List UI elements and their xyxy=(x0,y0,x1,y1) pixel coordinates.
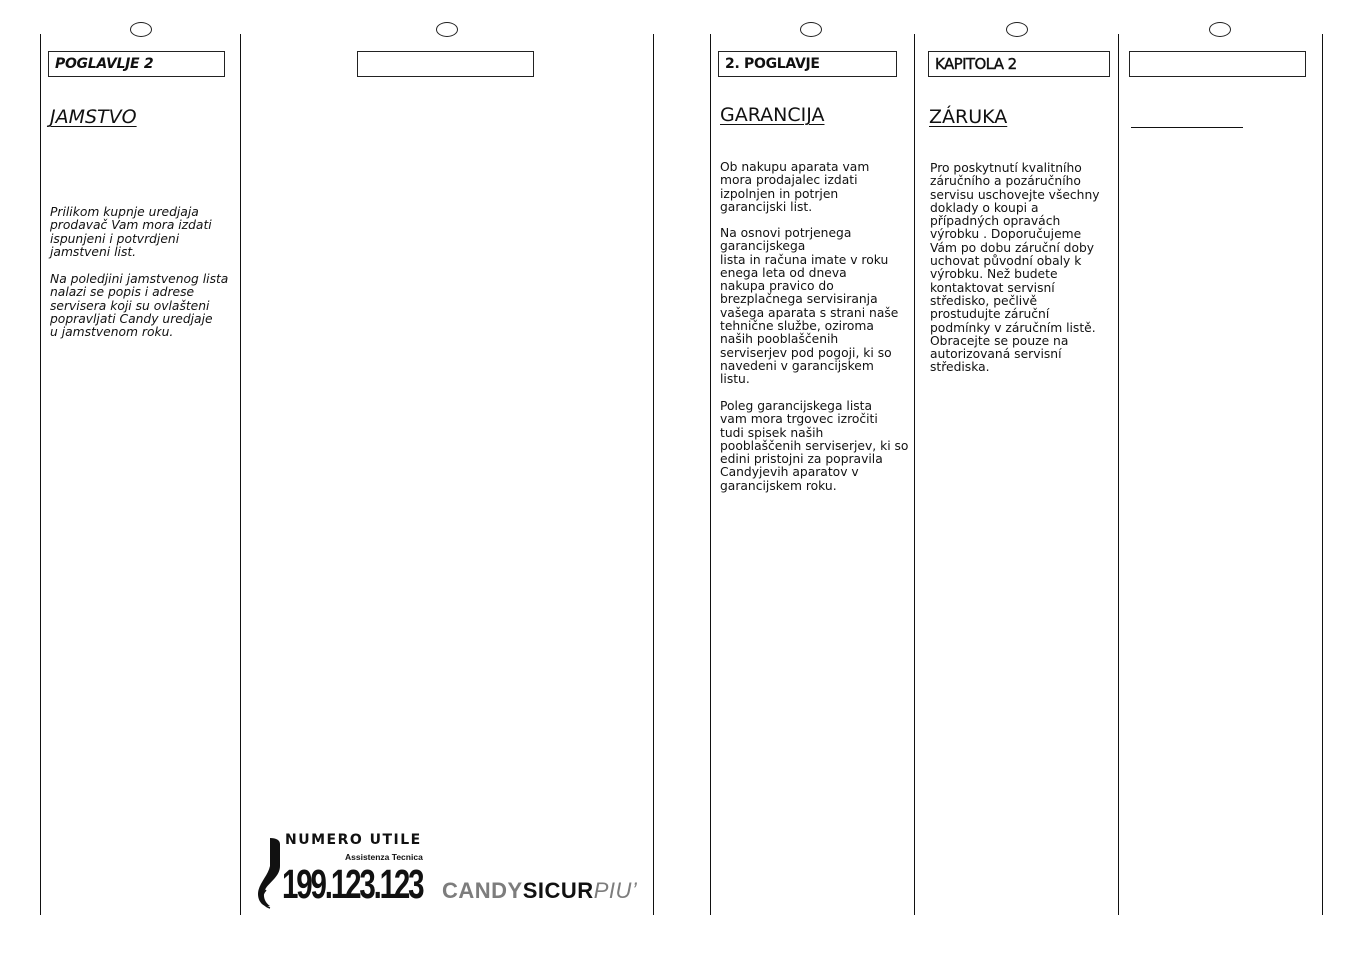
warranty-paragraph-hr-2: Na poledjini jamstvenog lista nalazi se popis i adrese servisera koji su ovlašteni popravljati Candy uredjaje u jamstvenom roku. xyxy=(50,272,229,340)
language-flag-oval xyxy=(436,22,458,37)
brand-piu: PIU’ xyxy=(593,878,638,903)
section-title-sl: GARANCIJA xyxy=(720,104,825,126)
section-title-cz: ZÁRUKA xyxy=(929,106,1008,128)
section-title-hr: JAMSTVO xyxy=(50,106,137,128)
warranty-paragraph-sl-2: Na osnovi potrjenega garancijskega lista in računa imate v roku enega leta od dneva nakupa pravico do brezplačnega servisiranja vašega aparata s strani naše tehnične službe, oziroma naših pooblaščenih serviserjev pod pogoji, ki so navedeni v garancijskem listu. xyxy=(720,226,899,387)
brand-candy: CANDY xyxy=(442,878,523,903)
candy-service-logo xyxy=(252,828,657,914)
column-divider xyxy=(653,34,654,915)
warranty-paragraph-hr-1: Prilikom kupnje uredjaja prodavač Vam mora izdati ispunjeni i potvrdjeni jamstveni list. xyxy=(50,205,212,259)
language-flag-oval xyxy=(800,22,822,37)
column-divider xyxy=(1322,34,1323,915)
warranty-paragraph-sl-3: Poleg garancijskega lista vam mora trgovec izročiti tudi spisek naših pooblaščenih serviserjev, ki so edini pristojni za popravila Candyjevih aparatov v garancijskem roku. xyxy=(720,399,909,493)
language-flag-oval xyxy=(1006,22,1028,37)
column-divider xyxy=(1118,34,1119,915)
warranty-paragraph-cz-1: Pro poskytnutí kvalitního záručního a pozáručního servisu uschovejte všechny doklady o koupi a případných opravách výrobku . Doporučujeme Vám po dobu záruční doby uchovat původní obaly k výrobku. Než budete kontaktovat servisní středisko, pečlivě prostudujte záruční podmínky v záručním listě. Obracejte se pouze na autorizovaná servisní střediska. xyxy=(930,161,1100,375)
chapter-header-sl: 2. POGLAVJE xyxy=(718,51,897,77)
numero-utile-label: NUMERO UTILE xyxy=(285,832,422,848)
chapter-header-hr: POGLAVLJE 2 xyxy=(48,51,225,77)
chapter-header-empty xyxy=(1129,51,1306,77)
title-underline-empty xyxy=(1131,127,1243,128)
column-divider xyxy=(40,34,41,915)
brand-sicur: SICUR xyxy=(522,878,594,903)
service-phone-number: 199.123.123 xyxy=(282,861,423,907)
telephone-handset-icon xyxy=(256,836,284,910)
language-flag-oval xyxy=(130,22,152,37)
chapter-header-cz: KAPITOLA 2 xyxy=(928,51,1110,77)
language-flag-oval xyxy=(1209,22,1231,37)
column-divider xyxy=(914,34,915,915)
column-divider xyxy=(710,34,711,915)
column-divider xyxy=(240,34,241,915)
warranty-paragraph-sl-1: Ob nakupu aparata vam mora prodajalec izdati izpolnjen in potrjen garancijski list. xyxy=(720,160,870,214)
assistenza-label: Assistenza Tecnica xyxy=(345,852,423,862)
brand-wordmark xyxy=(442,878,637,904)
chapter-header-empty xyxy=(357,51,534,77)
